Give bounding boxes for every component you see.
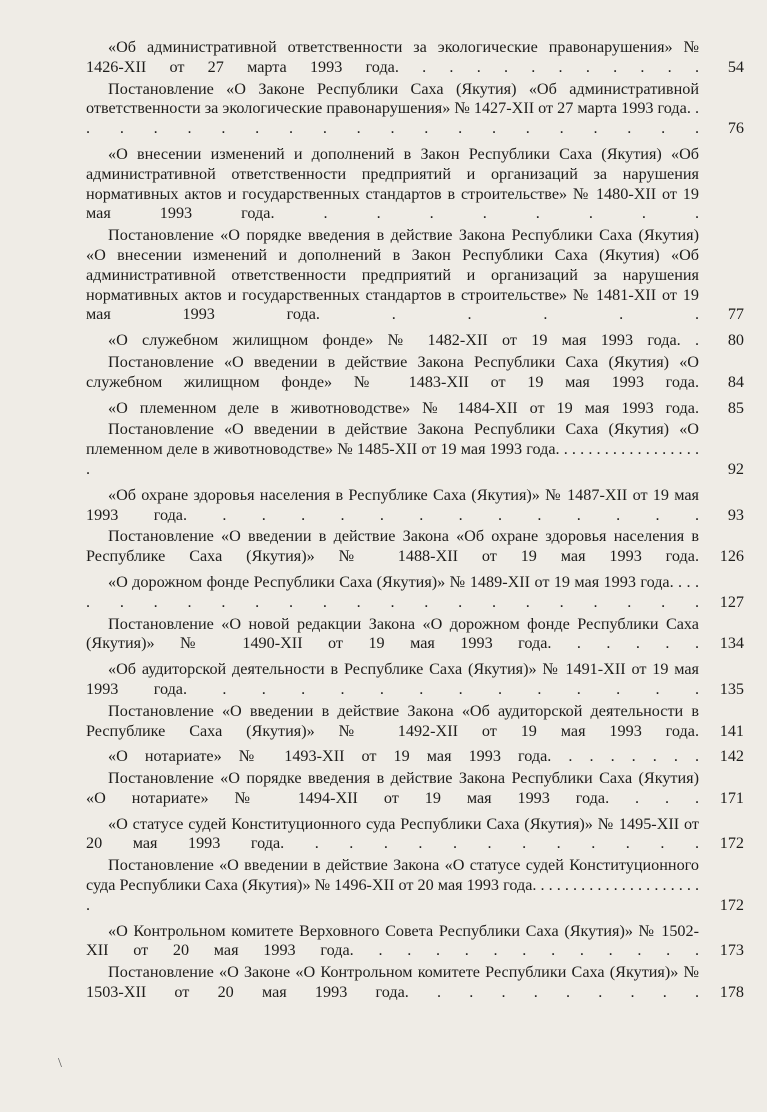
toc-entry <box>86 747 744 767</box>
toc-entry <box>86 702 744 742</box>
toc-entry-page: 77 <box>727 305 744 324</box>
page-corner-mark: \ <box>58 1056 62 1071</box>
toc-entry-page: 80 <box>727 331 744 350</box>
toc-entry-title: Постановление «О введении в действие Закона Республики Саха (Якутия) «О племенном деле в животноводстве» № 1485-XII от 19 мая 1993 года. . . . . . . . . . . . . . . . . . . <box>86 420 699 478</box>
toc-entry-page: 178 <box>719 983 744 1002</box>
toc-entry <box>86 486 744 526</box>
toc-entry-title: Постановление «О новой редакции Закона «О дорожном фонде Республики Саха (Якутия)» № 1490-XII от 19 мая 1993 года. . . . . . <box>86 614 699 653</box>
toc-entry-page: 85 <box>727 398 744 417</box>
toc-entry-title: Постановление «О Законе «О Контрольном комитете Республики Саха (Якутия)» № 1503-XII от 20 мая 1993 года. . . . . . . . . . <box>86 963 699 1002</box>
toc-entry-page: 171 <box>719 788 744 807</box>
toc-entry-title: Постановление «О введении в действие Закона «О статусе судей Конституционного суда Республики Саха (Якутия)» № 1496-XII от 20 мая 1993 года. . . . . . . . . . . . . . . . . . . . . . <box>86 856 699 914</box>
toc-entry <box>86 963 744 1003</box>
toc-entry-page: 92 <box>727 459 744 478</box>
toc-entry <box>86 660 744 700</box>
toc-entry <box>86 353 744 393</box>
toc-entry-title: «О племенном деле в животноводстве» № 1484-XII от 19 мая 1993 года. <box>108 398 699 417</box>
table-of-contents <box>86 38 744 1005</box>
toc-entry <box>86 815 744 855</box>
toc-entry-title: Постановление «О порядке введения в действие Закона Республики Саха (Якутия) «О внесении изменений и дополнений в Закон Республики Саха (Якутия) «Об административной ответственности предприятий и организаций за нарушения нормативных актов и государственных стандартов в строительстве» № 1481-XII от 19 мая 1993 года. . . . . . <box>86 226 699 324</box>
toc-entry-page: 84 <box>727 372 744 391</box>
toc-entry-page: 126 <box>719 547 744 566</box>
toc-entry-title: Постановление «О порядке введения в действие Закона Республики Саха (Якутия) «О нотариате» № 1494-XII от 19 мая 1993 года. . . . <box>86 769 699 807</box>
toc-entry-title: «Об аудиторской деятельности в Республике Саха (Якутия)» № 1491-XII от 19 мая 1993 года. . . . . . . . . . . . . . <box>86 660 699 698</box>
toc-entry-page: 76 <box>727 119 744 138</box>
toc-entry-title: Постановление «О введении в действие Закона «Об аудиторской деятельности в Республике Саха (Якутия)» № 1492-XII от 19 мая 1993 года. <box>86 701 699 740</box>
toc-entry-page: 54 <box>727 57 744 76</box>
toc-entry-page: 172 <box>719 895 744 914</box>
toc-entry-page: 172 <box>719 834 744 853</box>
toc-entry <box>86 38 744 78</box>
toc-entry <box>86 331 744 351</box>
toc-entry <box>86 226 744 325</box>
toc-entry-title: Постановление «О введении в действие Закона «Об охране здоровья населения в Республике Саха (Якутия)» № 1488-XII от 19 мая 1993 года. <box>86 527 699 566</box>
toc-entry-page: 142 <box>719 747 744 766</box>
toc-entry-title: Постановление «О Законе Республики Саха (Якутия) «Об административной ответственности за экологические правонарушения» № 1427-XII от 27 марта 1993 года. . . . . . . . . . . . . . . . . . . . . <box>86 79 699 138</box>
toc-entry <box>86 145 744 224</box>
toc-entry <box>86 80 744 139</box>
toc-entry <box>86 856 744 915</box>
toc-entry <box>86 922 744 962</box>
toc-entry <box>86 573 744 613</box>
toc-entry <box>86 769 744 809</box>
toc-entry-title: «О дорожном фонде Республики Саха (Якутия)» № 1489-XII от 19 мая 1993 года. . . . . . . . . . . . . . . . . . . . . . . <box>86 572 699 611</box>
toc-entry-page: 93 <box>727 505 744 524</box>
toc-entry-title: «Об охране здоровья населения в Республике Саха (Якутия)» № 1487-XII от 19 мая 1993 года. . . . . . . . . . . . . . <box>86 485 699 524</box>
toc-entry-page: 173 <box>719 941 744 960</box>
toc-entry-title: «Об административной ответственности за экологические правонарушения» № 1426-XII от 27 марта 1993 года. . . . . . . . . . . . <box>86 38 699 76</box>
toc-entry-title: «О Контрольном комитете Верховного Совета Республики Саха (Якутия)» № 1502-XII от 20 мая 1993 года. . . . . . . . . . . . . <box>86 921 699 960</box>
toc-entry <box>86 527 744 567</box>
toc-entry-title: «О статусе судей Конституционного суда Республики Саха (Якутия)» № 1495-XII от 20 мая 1993 года. . . . . . . . . . . . . <box>86 814 699 853</box>
toc-entry <box>86 399 744 419</box>
toc-entry-page: 134 <box>719 634 744 653</box>
toc-entry-page: 127 <box>719 592 744 611</box>
toc-entry-page: 135 <box>719 679 744 698</box>
toc-entry-title: «О внесении изменений и дополнений в Закон Республики Саха (Якутия) «Об административной ответственности предприятий и организаций за нарушения нормативных актов и государственных стандартов в строительстве» № 1480-XII от 19 мая 1993 года. . . . . . . . . <box>86 144 699 223</box>
toc-entry-title: «О нотариате» № 1493-XII от 19 мая 1993 года. . . . . . . . <box>108 747 699 766</box>
toc-entry-title: «О служебном жилищном фонде» № 1482-XII от 19 мая 1993 года. . <box>108 331 699 350</box>
toc-entry-title: Постановление «О введении в действие Закона Республики Саха (Якутия) «О служебном жилищном фонде» № 1483-XII от 19 мая 1993 года. <box>86 352 699 391</box>
toc-entry-page: 141 <box>719 721 744 740</box>
toc-entry <box>86 615 744 655</box>
toc-entry <box>86 420 744 479</box>
